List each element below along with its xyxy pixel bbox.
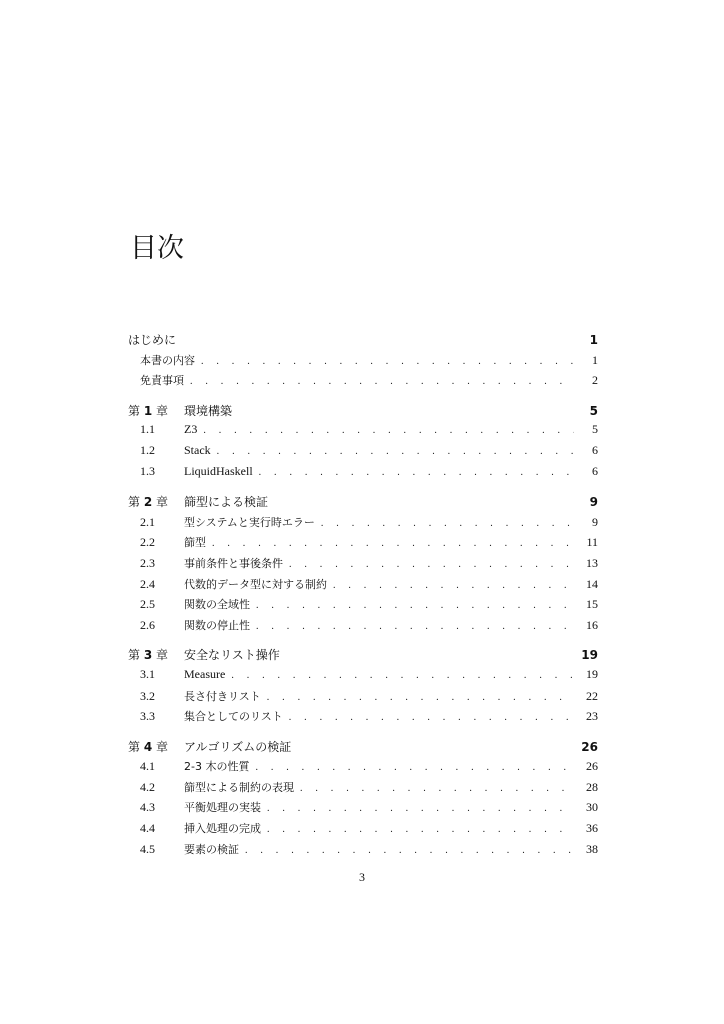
chapter-title: 環境構築: [184, 403, 233, 418]
section-number: 3.3: [140, 709, 155, 724]
section-number: 2.1: [140, 514, 155, 529]
toc-chapter-row[interactable]: [128, 402, 598, 423]
table-of-contents: [128, 331, 598, 870]
toc-chapter-row[interactable]: [128, 738, 598, 759]
dot-leader: [267, 824, 574, 835]
dot-leader: [212, 538, 574, 549]
toc-section-row[interactable]: [128, 372, 598, 393]
dot-leader: [245, 845, 574, 856]
section-page: 13: [586, 555, 598, 570]
toc-chapter-row[interactable]: [128, 331, 598, 352]
toc-section-row[interactable]: [128, 576, 598, 597]
toc-section-row[interactable]: [128, 708, 598, 729]
dot-leader: [256, 600, 574, 611]
section-page: 6: [592, 442, 598, 457]
toc-section-row[interactable]: [128, 534, 598, 555]
toc-section-row[interactable]: [128, 667, 598, 688]
section-title: 関数の停止性: [184, 618, 250, 632]
toc-section-row[interactable]: [128, 617, 598, 638]
chapter-title: 安全なリスト操作: [184, 648, 280, 663]
toc-section-row[interactable]: [128, 758, 598, 779]
chapter-number-value: 4: [143, 739, 153, 754]
toc-section-row[interactable]: [128, 514, 598, 535]
section-number: 2.5: [140, 597, 155, 612]
section-title: 平衡処理の実装: [184, 801, 261, 815]
toc-section-row[interactable]: [128, 443, 598, 464]
toc-chapter: [128, 646, 598, 728]
section-number: 4.5: [140, 841, 155, 856]
chapter-page: 26: [581, 739, 598, 754]
chapter-number: [128, 738, 184, 755]
section-number: 2.6: [140, 617, 155, 632]
dot-leader: [231, 670, 574, 681]
toc-chapter: [128, 331, 598, 393]
chapter-suffix: 章: [152, 648, 169, 663]
dot-leader: [289, 559, 574, 570]
section-title: Stack: [184, 442, 211, 457]
dot-leader: [267, 692, 574, 703]
section-number: 4.3: [140, 800, 155, 815]
toc-section-row[interactable]: [128, 596, 598, 617]
section-number: 2.3: [140, 555, 155, 570]
section-title: 篩型による制約の表現: [184, 780, 294, 794]
section-number: 2.4: [140, 576, 155, 591]
dot-leader: [267, 803, 574, 814]
section-title: 本書の内容: [140, 353, 195, 367]
chapter-number-value: 1: [143, 403, 153, 418]
section-page: 2: [592, 373, 598, 388]
section-page: 5: [592, 422, 598, 437]
section-number: 2.2: [140, 535, 155, 550]
toc-section-row[interactable]: [128, 422, 598, 443]
section-page: 14: [586, 576, 598, 591]
section-number: 3.1: [140, 666, 155, 681]
section-page: 28: [586, 779, 598, 794]
chapter-number: [128, 402, 184, 419]
chapter-page: 9: [589, 495, 598, 510]
chapter-page: 5: [589, 403, 598, 418]
chapter-prefix: 第: [128, 403, 144, 418]
toc-chapter: [128, 493, 598, 637]
toc-section-row[interactable]: [128, 779, 598, 800]
section-page: 16: [586, 617, 598, 632]
section-page: 11: [586, 535, 598, 550]
toc-section-row[interactable]: [128, 464, 598, 485]
section-number: 1.3: [140, 463, 155, 478]
section-page: 36: [586, 821, 598, 836]
toc-section-row[interactable]: [128, 352, 598, 373]
section-title: 挿入処理の完成: [184, 822, 261, 836]
section-title: 事前条件と事後条件: [184, 556, 283, 570]
page-number: 3: [359, 870, 365, 884]
section-title: 代数的データ型に対する制約: [184, 577, 327, 591]
section-page: 22: [586, 688, 598, 703]
section-page: 38: [586, 841, 598, 856]
toc-section-row[interactable]: [128, 799, 598, 820]
section-title: Z3: [184, 422, 198, 437]
chapter-suffix: 章: [152, 403, 169, 418]
section-page: 26: [586, 759, 598, 774]
dot-leader: [203, 425, 574, 436]
section-page: 19: [586, 666, 598, 681]
section-title: 2-3 木の性質: [184, 760, 250, 774]
chapter-number-value: 3: [143, 648, 153, 663]
section-number: 4.2: [140, 779, 155, 794]
dot-leader: [259, 467, 574, 478]
chapter-number-value: 2: [143, 495, 153, 510]
chapter-prefix: 第: [128, 648, 144, 663]
dot-leader: [201, 356, 574, 367]
toc-chapter-row[interactable]: [128, 493, 598, 514]
section-page: 23: [586, 709, 598, 724]
section-number: 4.1: [140, 759, 155, 774]
section-number: 4.4: [140, 821, 155, 836]
section-page: 30: [586, 800, 598, 815]
toc-section-row[interactable]: [128, 555, 598, 576]
section-title: 集合としてのリスト: [184, 710, 283, 724]
dot-leader: [255, 762, 574, 773]
dot-leader: [300, 783, 574, 794]
section-title: 関数の全域性: [184, 598, 250, 612]
chapter-prefix: 第: [128, 495, 144, 510]
chapter-prefix: 第: [128, 739, 144, 754]
section-number: 1.2: [140, 442, 155, 457]
chapter-suffix: 章: [152, 495, 169, 510]
section-number: 1.1: [140, 422, 155, 437]
section-title: 長さ付きリスト: [184, 689, 261, 703]
page-title: 目次: [130, 233, 184, 264]
chapter-title: アルゴリズムの検証: [184, 739, 292, 754]
dot-leader: [217, 446, 574, 457]
chapter-page: 1: [589, 333, 598, 347]
chapter-number: [128, 493, 184, 510]
chapter-title: 篩型による検証: [184, 495, 269, 510]
toc-section-row[interactable]: [128, 820, 598, 841]
section-title: Measure: [184, 666, 226, 681]
dot-leader: [333, 580, 574, 591]
toc-chapter: [128, 738, 598, 862]
section-page: 1: [592, 352, 598, 367]
section-title: LiquidHaskell: [184, 463, 253, 478]
toc-section-row[interactable]: [128, 688, 598, 709]
section-number: 3.2: [140, 688, 155, 703]
toc-chapter-row[interactable]: [128, 646, 598, 667]
dot-leader: [289, 712, 574, 723]
section-page: 9: [592, 514, 598, 529]
chapter-number: [128, 646, 184, 663]
chapter-page: 19: [581, 648, 598, 663]
section-title: 篩型: [184, 536, 206, 550]
section-page: 15: [586, 597, 598, 612]
dot-leader: [256, 621, 574, 632]
dot-leader: [321, 518, 574, 529]
chapter-title: はじめに: [128, 333, 177, 347]
toc-chapter: [128, 402, 598, 484]
section-title: 型システムと実行時エラー: [184, 515, 315, 529]
section-title: 要素の検証: [184, 842, 239, 856]
section-title: 免責事項: [140, 374, 184, 388]
toc-section-row[interactable]: [128, 841, 598, 862]
chapter-suffix: 章: [152, 739, 169, 754]
dot-leader: [190, 376, 574, 387]
section-page: 6: [592, 463, 598, 478]
